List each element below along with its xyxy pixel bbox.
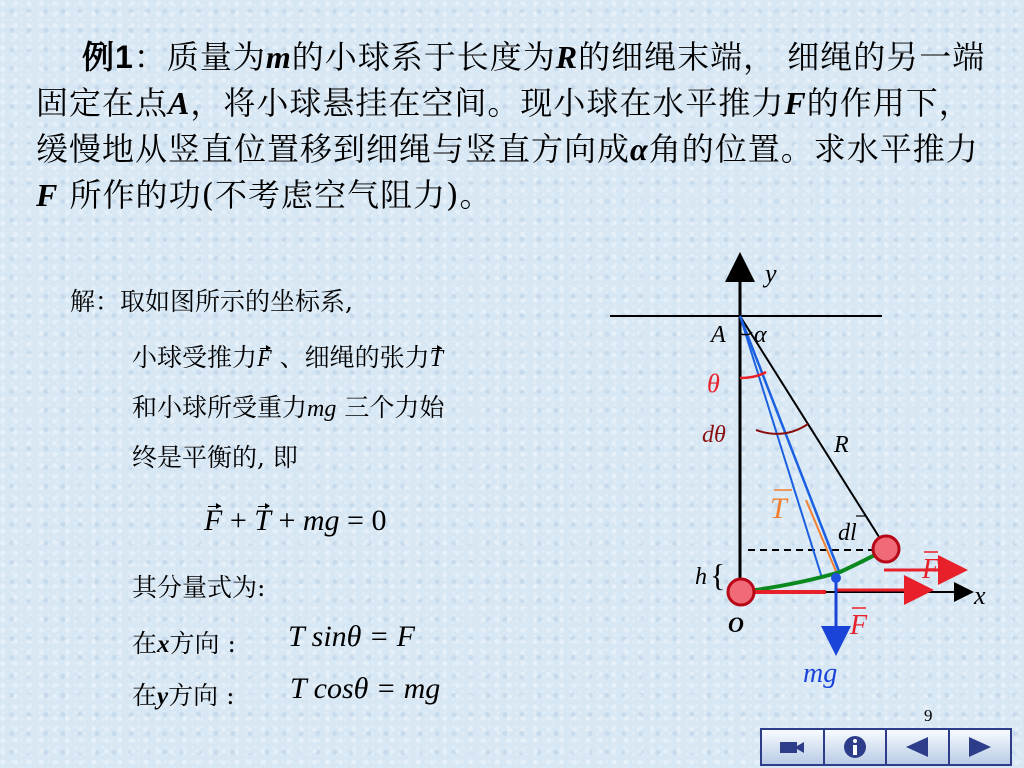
- vector-T: T: [429, 346, 444, 372]
- slide-navigation-bar: [760, 728, 1012, 766]
- ball-final: [873, 536, 899, 562]
- next-slide-button[interactable]: [950, 730, 1011, 764]
- dtheta-label: dθ: [702, 422, 726, 448]
- pendulum-diagram: [600, 250, 1010, 700]
- mg-label: mg: [803, 658, 838, 689]
- origin-label: O: [728, 612, 744, 637]
- theta-label: θ: [707, 369, 720, 398]
- vector-F: F: [257, 346, 272, 372]
- solution-line-4: 终是平衡的, 即: [132, 443, 298, 472]
- T-vector-label: T: [770, 492, 787, 525]
- problem-statement: 例1：质量为m的小球系于长度为R的细绳末端， 细绳的另一端固定在点A，将小球悬挂在空间。现小球在水平推力F的作用下，缓慢地从竖直位置移到细绳与竖直方向成α角的位置。求水平推力F 所作的功(不考虑空气阻力)。: [36, 38, 986, 214]
- info-icon: [842, 734, 868, 760]
- alpha-label: α: [754, 322, 767, 348]
- force-symbol-2: F: [36, 177, 59, 213]
- previous-icon: [904, 735, 930, 759]
- ball-small: [831, 573, 841, 583]
- h-brace: {: [710, 557, 726, 593]
- vector-mg: mg: [307, 396, 337, 422]
- camera-button[interactable]: [762, 730, 825, 764]
- info-button[interactable]: [825, 730, 888, 764]
- x-direction-label: 在x方向 :: [132, 629, 236, 658]
- string-intermediate-1: [740, 316, 840, 574]
- solution-line-3: 和小球所受重力mg 三个力始: [132, 393, 445, 422]
- F-top-label: F: [922, 554, 940, 585]
- previous-slide-button[interactable]: [887, 730, 950, 764]
- point-A-label: A: [711, 322, 726, 348]
- F-bottom-label: F: [850, 610, 868, 641]
- force-symbol: F: [784, 85, 807, 121]
- trajectory-curve: [742, 550, 884, 592]
- page-number: 9: [924, 706, 933, 725]
- tension-line: [806, 500, 838, 576]
- equilibrium-equation: F + T + mg = 0: [204, 504, 387, 537]
- example-label: 例1: [82, 39, 134, 75]
- camera-icon: [777, 737, 807, 757]
- x-equation: T sinθ = F: [288, 620, 415, 653]
- x-axis-label: x: [974, 581, 986, 610]
- solution-line-1: 解：取如图所示的坐标系,: [70, 287, 353, 316]
- components-label: 其分量式为:: [132, 573, 266, 602]
- R-label: R: [834, 432, 849, 458]
- h-label: h: [695, 564, 707, 590]
- theta-arc: [740, 372, 766, 378]
- y-axis-label: y: [765, 259, 777, 288]
- length-symbol: R: [555, 39, 579, 75]
- y-direction-label: 在y方向 :: [132, 681, 235, 710]
- point-symbol: A: [168, 85, 191, 121]
- ball-initial: [728, 579, 754, 605]
- dl-label: dl: [838, 520, 857, 546]
- alpha-symbol: α: [630, 131, 649, 167]
- y-equation: T cosθ = mg: [290, 672, 441, 705]
- mass-symbol: m: [265, 39, 292, 75]
- solution-line-2: 小球受推力F 、细绳的张力T: [132, 343, 444, 372]
- string-intermediate-2: [740, 316, 822, 578]
- next-icon: [967, 735, 993, 759]
